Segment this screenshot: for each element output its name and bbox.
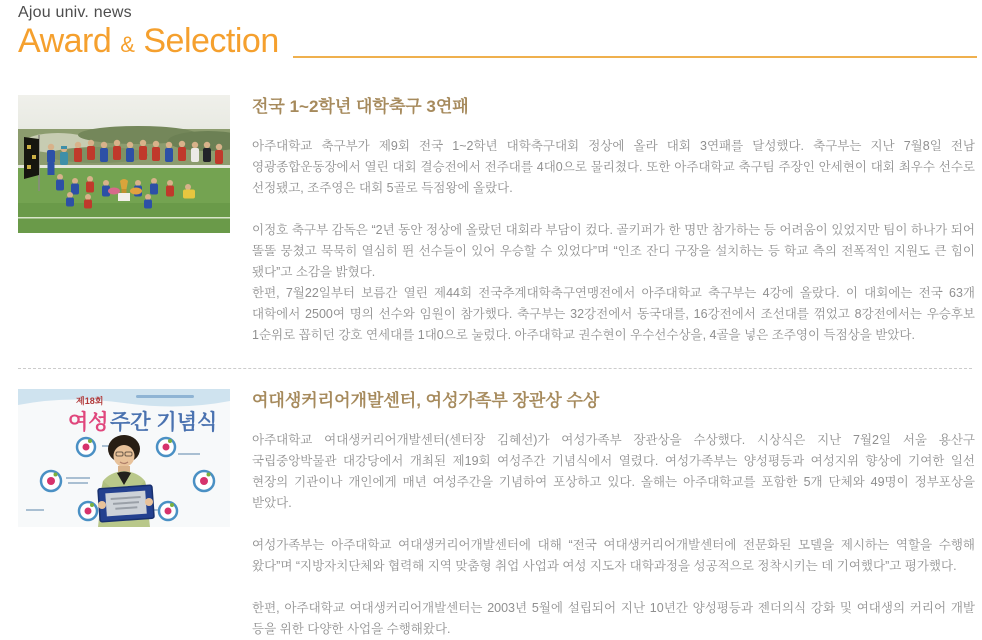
- award-ceremony-photo: [18, 389, 230, 527]
- page-title-ampersand: &: [120, 32, 135, 57]
- banner-edition: 제18회: [76, 396, 104, 406]
- page-title-word1: Award: [18, 22, 112, 60]
- article-paragraph: 아주대학교 축구부가 제9회 전국 1~2학년 대학축구대회 정상에 올라 대회 3연패를 달성했다. 축구부는 지난 7월8일 전남 영광종합운동장에서 열린 대회 결승전에서 전주대를 4대0으로 물리쳤다. 또한 아주대학교 축구팀 주장인 안세현이 대회 최우수 선수로 선정됐고, 조주영은 대회 5골로 득점왕에 올랐다.: [252, 139, 975, 195]
- page-title: [18, 23, 279, 63]
- title-underline: [293, 56, 977, 58]
- article-career-center-title: 여대생커리어개발센터, 여성가족부 장관상 수상: [252, 391, 600, 410]
- article-soccer-content: [252, 95, 975, 346]
- news-eyebrow: Ajou univ. news: [18, 4, 132, 21]
- article-paragraph: 한편, 7월22일부터 보름간 열린 제44회 전국추계대학축구연맹전에서 아주대학교 축구부는 4강에 올랐다. 이 대회에는 전국 63개 대학에서 2500여 명의 선수와 임원이 참가했다. 축구부는 32강전에서 동국대를, 16강전에서 조선대를 꺾었고 8강전에서는 우승후보 1순위로 꼽히던 강호 연세대를 1대0으로 눌렀다. 아주대학교 권수현이 우수선수상을, 4골을 넣은 조주영이 득점상을 받았다.: [252, 286, 975, 342]
- article-career-center: [18, 389, 982, 640]
- banner-title-pink: 여성: [68, 411, 109, 434]
- banner-title-blue: 주간 기념식: [110, 411, 218, 434]
- article-paragraph: 한편, 아주대학교 여대생커리어개발센터는 2003년 5월에 설립되어 지난 10년간 양성평등과 젠더의식 강화 및 여대생의 커리어 개발 등을 위한 다양한 사업을 수행해왔다.: [252, 601, 975, 636]
- soccer-team-photo: [18, 95, 230, 233]
- article-paragraph: 여성가족부는 아주대학교 여대생커리어개발센터에 대해 “전국 여대생커리어개발센터에 전문화된 모델을 제시하는 역할을 수행해 왔다”며 “지방자치단체와 협력해 지역 맞춤형 취업 사업과 여성 지도자 대학과정을 성공적으로 정착시키는 데 기여했다”고 평가했다.: [252, 538, 975, 573]
- article-soccer-title: 전국 1~2학년 대학축구 3연패: [252, 97, 469, 116]
- article-soccer: [18, 95, 982, 346]
- article-divider: [18, 368, 972, 369]
- page-title-row: [18, 23, 982, 63]
- article-paragraph: 아주대학교 여대생커리어개발센터(센터장 김혜선)가 여성가족부 장관상을 수상했다. 시상식은 지난 7월2일 서울 용산구 국립중앙박물관 대강당에서 개최된 제19회 여성주간 기념식에서 열렸다. 여성가족부는 양성평등과 여성지위 향상에 기여한 일선 현장의 기관이나 개인에게 매년 여성주간을 기념하여 포상하고 있다. 올해는 아주대학교를 포함한 5개 단체와 49명이 정부포상을 받았다.: [252, 433, 975, 510]
- article-career-center-content: [252, 389, 975, 640]
- article-paragraph: 이정호 축구부 감독은 “2년 동안 정상에 올랐던 대회라 부담이 컸다. 골키퍼가 한 명만 참가하는 등 어려움이 있었지만 팀이 하나가 되어 똘똘 뭉쳤고 묵묵히 열심히 뛴 선수들이 있어 우승할 수 있었다”며 “인조 잔디 구장을 설치하는 등 학교 측의 전폭적인 지원도 큰 힘이 됐다”고 소감을 밝혔다.: [252, 223, 975, 279]
- page-title-word2: Selection: [143, 22, 279, 60]
